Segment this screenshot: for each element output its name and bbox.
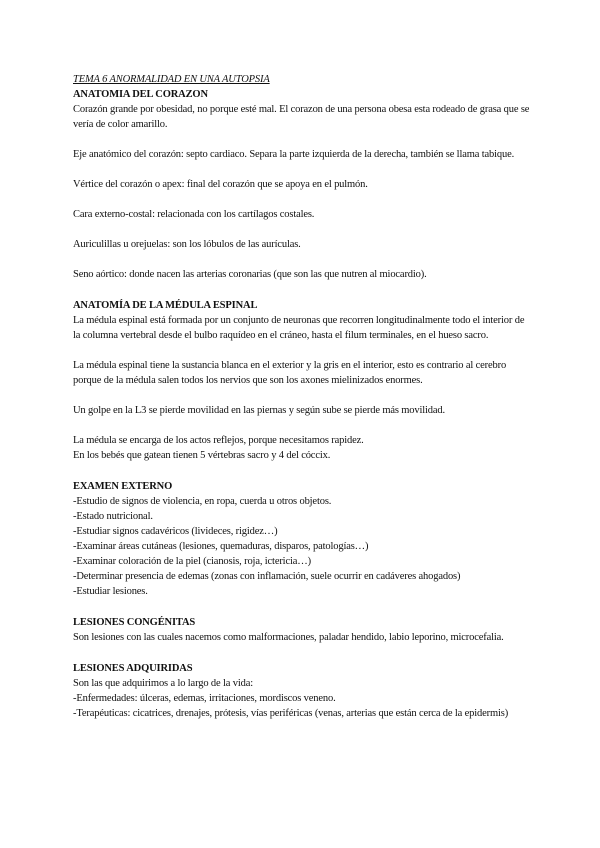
paragraph: Cara externo-costal: relacionada con los cartílagos costales. — [73, 209, 315, 220]
paragraph: La médula espinal está formada por un conjunto de neuronas que recorren longitudinalmente todo el interior de la columna vertebral desde el bulbo raquídeo en el cráneo, hasta el filum terminales, en el hueso sacro. — [73, 315, 525, 341]
list-item: -Estudiar signos cadavéricos (livideces, rigidez…) — [73, 526, 278, 537]
document-title: TEMA 6 ANORMALIDAD EN UNA AUTOPSIA — [73, 74, 270, 85]
list-item: -Estudio de signos de violencia, en ropa, cuerda u otros objetos. — [73, 496, 332, 507]
heading-anatomia-medula: ANATOMÍA DE LA MÉDULA ESPINAL — [73, 300, 258, 311]
paragraph: Auriculillas u orejuelas: son los lóbulos de las aurículas. — [73, 239, 301, 250]
list-item: -Determinar presencia de edemas (zonas con inflamación, suele ocurrir en cadáveres ahogados) — [73, 571, 461, 582]
paragraph: La médula espinal tiene la sustancia blanca en el exterior y la gris en el interior, esto es contrario al cerebro porque de la médula salen todos los nervios que son los axones mielinizados enormes. — [73, 360, 507, 386]
heading-examen-externo: EXAMEN EXTERNO — [73, 481, 173, 492]
heading-lesiones-congenitas: LESIONES CONGÉNITAS — [73, 617, 196, 628]
list-item: -Examinar coloración de la piel (cianosis, roja, ictericia…) — [73, 556, 311, 567]
list-item: -Terapéuticas: cicatrices, drenajes, prótesis, vías periféricas (venas, arterias que están cerca de la epidermis) — [73, 708, 509, 719]
paragraph: Eje anatómico del corazón: septo cardiaco. Separa la parte izquierda de la derecha, también se llama tabique. — [73, 149, 515, 160]
examen-list — [73, 494, 533, 599]
paragraph: La médula se encarga de los actos reflejos, porque necesitamos rapidez. — [73, 435, 364, 446]
list-item: -Estado nutricional. — [73, 511, 153, 522]
paragraph: Un golpe en la L3 se pierde movilidad en las piernas y según sube se pierde más movilidad. — [73, 405, 445, 416]
paragraph: En los bebés que gatean tienen 5 vértebras sacro y 4 del cóccix. — [73, 450, 331, 461]
heading-anatomia-corazon: ANATOMIA DEL CORAZON — [73, 89, 208, 100]
list-item: -Examinar áreas cutáneas (lesiones, quemaduras, disparos, patologías…) — [73, 541, 369, 552]
paragraph: Son las que adquirimos a lo largo de la vida: — [73, 678, 253, 689]
paragraph: Vértice del corazón o apex: final del corazón que se apoya en el pulmón. — [73, 179, 368, 190]
list-item: -Estudiar lesiones. — [73, 586, 148, 597]
heading-lesiones-adquiridas: LESIONES ADQUIRIDAS — [73, 663, 193, 674]
paragraph: Corazón grande por obesidad, no porque esté mal. El corazon de una persona obesa esta rodeado de grasa que se vería de color amarillo. — [73, 104, 530, 130]
list-item: -Enfermedades: úlceras, edemas, irritaciones, mordiscos veneno. — [73, 693, 336, 704]
document-body — [73, 72, 533, 721]
paragraph: Seno aórtico: donde nacen las arterias coronarias (que son las que nutren al miocardio). — [73, 269, 427, 280]
adquiridas-list — [73, 691, 533, 721]
paragraph: Son lesiones con las cuales nacemos como malformaciones, paladar hendido, labio leporino, microcefalia. — [73, 632, 504, 643]
